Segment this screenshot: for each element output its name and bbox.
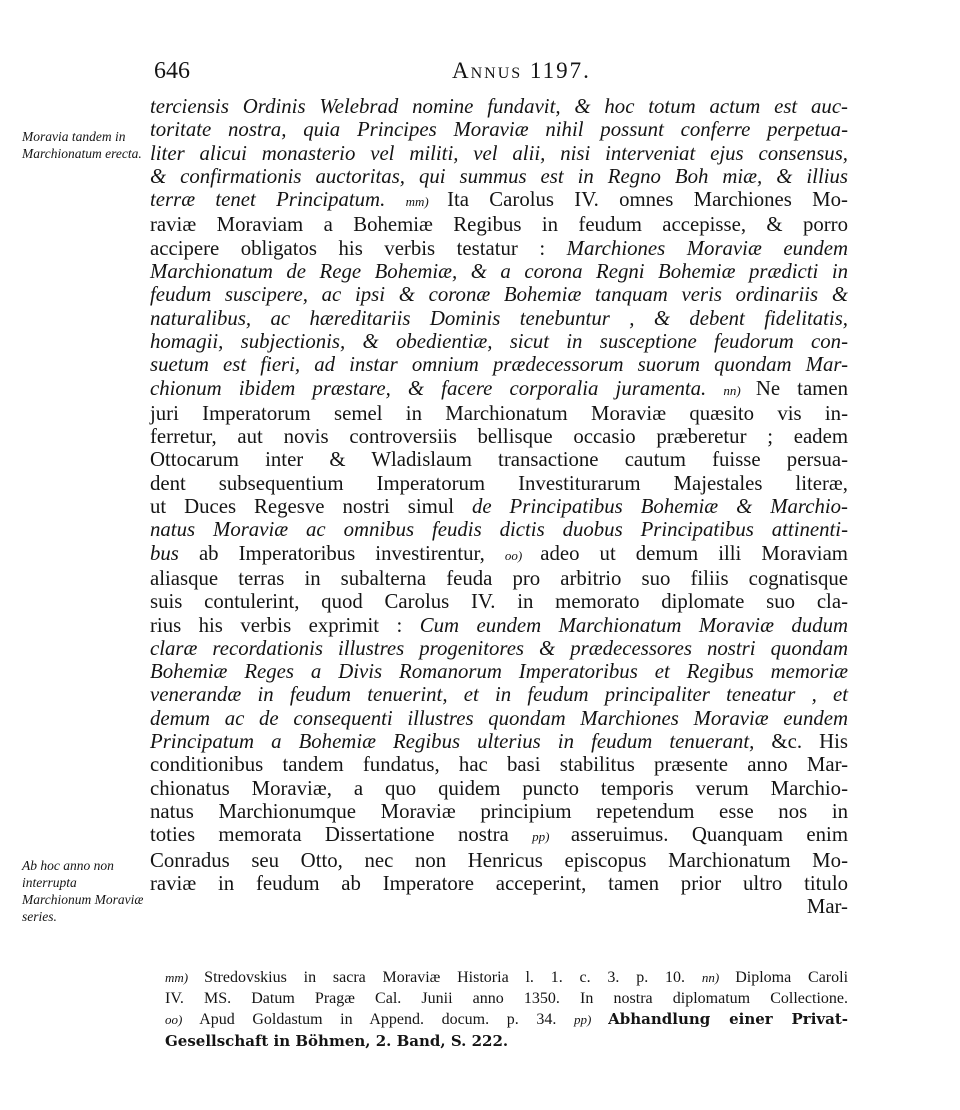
text-run: Ne tamen (755, 376, 848, 400)
text-run: claræ recordationis illustres progenitores & prædecessores nostri quondam (150, 636, 848, 660)
text-run: natus Marchionumque Moraviæ principium repetendum esse nos in (150, 799, 848, 823)
footnotes (165, 968, 848, 1052)
text-run: rius his verbis exprimit : (150, 613, 420, 637)
footnote-ref: oo) (504, 547, 541, 563)
text-run: raviæ in feudum ab Imperatore acceperint, tamen prior ultro titulo (150, 871, 848, 895)
text-line (150, 730, 848, 753)
text-run: venerandæ in feudum tenuerint, et in feudum principaliter teneatur , et (150, 683, 848, 707)
text-line (150, 590, 848, 613)
footnote-ref: nn) (723, 382, 756, 398)
text-line (150, 567, 848, 590)
text-run: raviæ Moraviam a Bohemiæ Regibus in feudum accepisse, & porro (150, 213, 848, 237)
text-run: homagii, subjectionis, & obedientiæ, sicut in susceptione feudorum con- (150, 329, 848, 353)
text-run: feudum suscipere, ac ipsi & coronæ Bohemiæ tanquam veris ordinariis & (150, 283, 848, 307)
text-line (150, 448, 848, 471)
text-run: suis contulerint, quod Carolus IV. in memorato diplomate suo cla- (150, 590, 848, 614)
text-line (150, 353, 848, 376)
text-line (150, 402, 848, 425)
text-line (150, 777, 848, 800)
main-text (150, 95, 848, 918)
text-run: natus Moraviæ ac omnibus feudis dictis duobus Principatibus attinenti- (150, 518, 848, 542)
footnote-line (165, 1031, 848, 1053)
text-line (150, 753, 848, 776)
text-run: Marchionatum de Rege Bohemiæ, & a corona Regni Bohemiæ prædicti in (150, 260, 848, 284)
text-line (150, 872, 848, 895)
text-line (150, 542, 848, 567)
text-line (150, 95, 848, 118)
text-run: naturalibus, ac hæreditariis Dominis tenebuntur , & debent fidelitatis, (150, 306, 848, 330)
text-line (150, 849, 848, 872)
text-line (150, 637, 848, 660)
text-run: conditionibus tandem fundatus, hac basi stabilitus præsente anno Mar- (150, 753, 848, 777)
text-line (150, 518, 848, 541)
text-run: juri Imperatorum semel in Marchionatum Moraviæ quæsito vis in- (150, 401, 848, 425)
text-run: Diploma Caroli (735, 969, 849, 986)
text-run: de Principatibus Bohemiæ & Marchio- (471, 495, 848, 519)
text-line (150, 283, 848, 306)
text-run: terræ tenet Principatum. (150, 188, 406, 212)
text-run: adeo ut demum illi Moraviam (540, 541, 848, 565)
text-run: chionatus Moraviæ, a quo quidem puncto temporis verum Marchio- (150, 776, 848, 800)
footnote-ref: pp) (532, 829, 571, 845)
text-line (150, 142, 848, 165)
text-line (150, 425, 848, 448)
text-line (150, 377, 848, 402)
margin-note: Ab hoc anno non interrupta Marchionum Moraviæ series. (22, 858, 144, 924)
text-run: Abhandlung einer Privat- (608, 1010, 848, 1028)
text-line (150, 260, 848, 283)
text-line (150, 895, 848, 918)
text-run: Apud Goldastum in Append. docum. p. 34. (199, 1011, 574, 1028)
page-header (150, 58, 850, 88)
footnote-ref: mm) (165, 970, 205, 985)
page-number: 646 (154, 58, 190, 84)
footnote-ref: mm) (405, 194, 448, 210)
text-run: asseruimus. Quanquam enim (570, 823, 848, 847)
text-line (150, 213, 848, 236)
text-run: bus (150, 541, 199, 565)
text-line (150, 495, 848, 518)
text-run: aliasque terras in subalterna feuda pro arbitrio suo filiis cognatisque (150, 566, 848, 590)
text-run: &c. His (771, 730, 848, 754)
text-run: ferretur, aut novis controversiis bellisque occasio præberetur ; eadem (150, 425, 848, 449)
footnote-ref: pp) (573, 1012, 609, 1027)
footnote-line (165, 989, 848, 1010)
text-line (150, 614, 848, 637)
footnote-ref: nn) (701, 970, 736, 985)
text-run: Gesellschaft in Böhmen, 2. Band, S. 222. (165, 1031, 509, 1050)
text-line (150, 660, 848, 683)
text-run: Cum eundem Marchionatum Moraviæ dudum (419, 613, 849, 637)
text-run: dent subsequentium Imperatorum Investiturarum Majestales literæ, (150, 471, 848, 495)
text-line (150, 237, 848, 260)
text-line (150, 165, 848, 188)
text-run: Conradus seu Otto, nec non Henricus episcopus Marchionatum Mo- (150, 848, 848, 872)
text-run: IV. MS. Datum Pragæ Cal. Junii anno 1350. In nostra diplomatum Collectione. (165, 989, 848, 1007)
text-run: ut Duces Regesve nostri simul (150, 495, 472, 519)
text-run: Ita Carolus IV. omnes Marchiones Mo- (447, 188, 848, 212)
footnote-line (165, 1009, 848, 1031)
text-line (150, 307, 848, 330)
text-run: terciensis Ordinis Welebrad nomine fundavit, & hoc totum actum est auc- (150, 95, 848, 118)
text-run: Stredovskius in sacra Moraviæ Historia l. 1. c. 3. p. 10. (204, 969, 702, 986)
text-line (150, 330, 848, 353)
text-line (150, 683, 848, 706)
text-run: Ottocarum inter & Wladislaum transactione cautum fuisse persua- (150, 448, 848, 472)
text-line (150, 188, 848, 213)
text-line (150, 472, 848, 495)
text-run: suetum est fieri, ad instar omnium prædecessorum suorum quondam Mar- (150, 353, 848, 377)
running-head: Annus 1197. (452, 58, 591, 83)
text-run: & confirmationis auctoritas, qui summus est in Regno Boh miæ, & illius (150, 164, 848, 188)
text-run: Principatum a Bohemiæ Regibus ulterius in feudum tenuerant, (150, 730, 772, 754)
text-run: Mar- (806, 895, 848, 919)
margin-note: Moravia tandem in Marchionatum erecta. (22, 129, 142, 161)
footnote-ref: oo) (165, 1012, 200, 1027)
text-run: demum ac de consequenti illustres quondam Marchiones Moraviæ eundem (150, 706, 848, 730)
text-run: chionum ibidem præstare, & facere corporalia juramenta. (150, 376, 724, 400)
text-line (150, 118, 848, 141)
text-run: toritate nostra, quia Principes Moraviæ nihil possunt conferre perpetua- (150, 118, 848, 142)
text-run: Marchiones Moraviæ eundem (566, 236, 848, 260)
text-run: ab Imperatoribus investirentur, (198, 541, 505, 565)
text-run: liter alicui monasterio vel militi, vel alii, nisi interveniat ejus consensus, (150, 141, 848, 165)
text-run: accipere obligatos his verbis testatur : (150, 236, 567, 260)
text-line (150, 800, 848, 823)
text-run: toties memorata Dissertatione nostra (150, 823, 533, 847)
text-run: Bohemiæ Reges a Divis Romanorum Imperatoribus et Regibus memoriæ (150, 660, 848, 684)
footnote-line (165, 968, 848, 989)
text-line (150, 707, 848, 730)
text-line (150, 823, 848, 848)
